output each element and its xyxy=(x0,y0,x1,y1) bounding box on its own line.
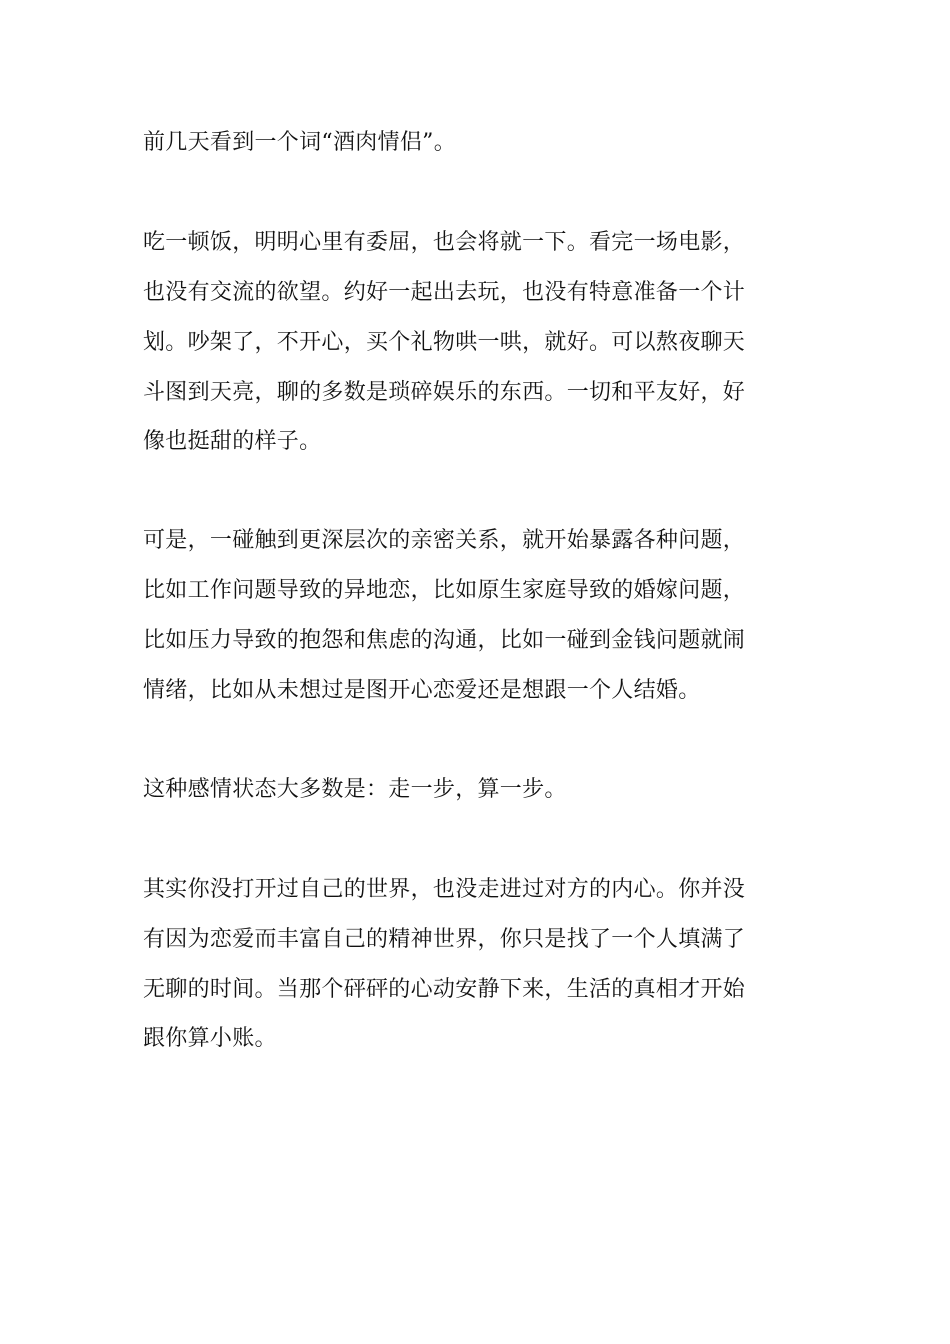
text-line: 斗图到天亮，聊的多数是琐碎娱乐的东西。一切和平友好，好 xyxy=(143,380,746,405)
text-line: 跟你算小账。 xyxy=(143,1026,277,1051)
text-line: 其实你没打开过自己的世界，也没走进过对方的内心。你并没 xyxy=(143,877,746,902)
text-line: 比如工作问题导致的异地恋，比如原生家庭导致的婚嫁问题， xyxy=(143,578,746,603)
text-line: 可是，一碰触到更深层次的亲密关系，就开始暴露各种问题， xyxy=(143,528,746,553)
text-line: 这种感情状态大多数是：走一步，算一步。 xyxy=(143,777,567,802)
text-line: 比如压力导致的抱怨和焦虑的沟通，比如一碰到金钱问题就闹 xyxy=(143,628,746,653)
text-line: 情绪，比如从未想过是图开心恋爱还是想跟一个人结婚。 xyxy=(143,678,701,703)
text-line: 像也挺甜的样子。 xyxy=(143,429,322,454)
text-line: 有因为恋爱而丰富自己的精神世界，你只是找了一个人填满了 xyxy=(143,927,746,952)
text-line: 前几天看到一个词“酒肉情侣”。 xyxy=(143,130,456,155)
text-line: 划。吵架了，不开心，买个礼物哄一哄，就好。可以熬夜聊天 xyxy=(143,330,746,355)
text-line: 也没有交流的欲望。约好一起出去玩，也没有特意准备一个计 xyxy=(143,280,746,305)
text-line: 无聊的时间。当那个砰砰的心动安静下来，生活的真相才开始 xyxy=(143,977,746,1002)
text-line: 吃一顿饭，明明心里有委屈，也会将就一下。看完一场电影， xyxy=(143,230,746,255)
